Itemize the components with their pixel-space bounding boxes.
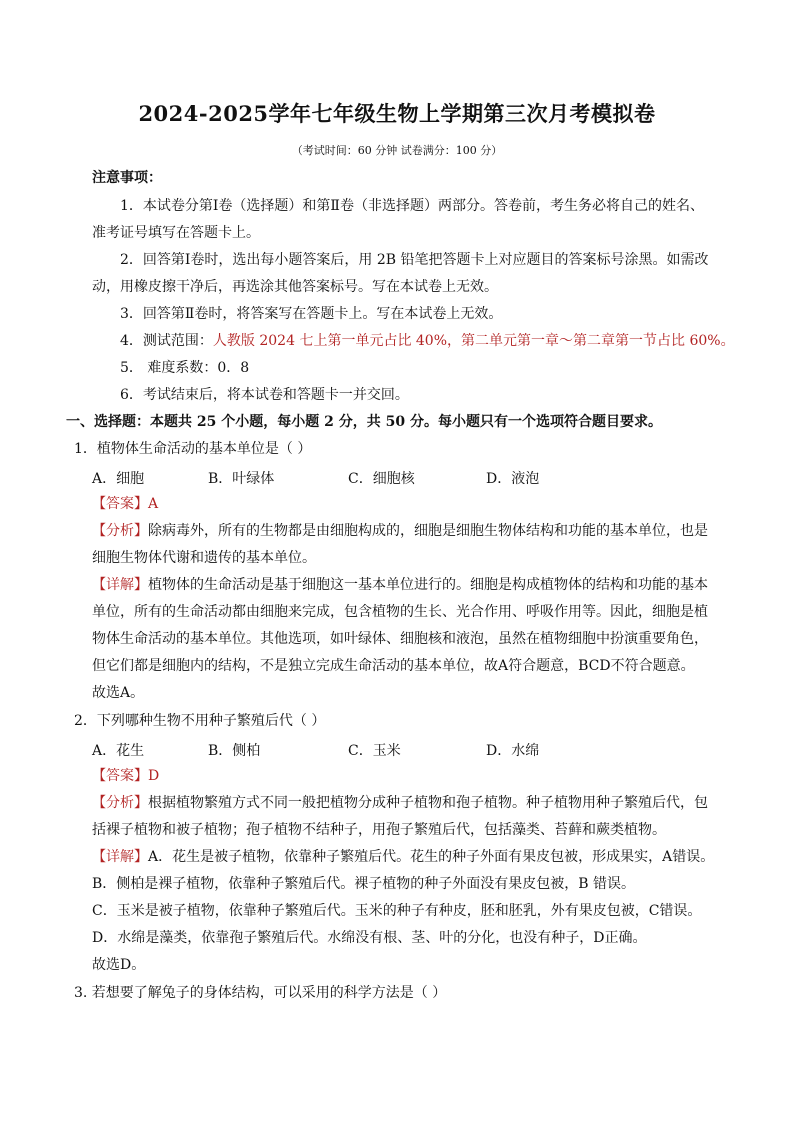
analysis-text: 除病毒外，所有的生物都是由细胞构成的，细胞是细胞生物体结构和功能的基本单位，也是 (148, 523, 708, 539)
q1-detail-2: 单位，所有的生命活动都由细胞来完成，包含植物的生长、光合作用、呼吸作用等。因此，细胞是植 (92, 604, 708, 620)
analysis-tag: 【分析】 (92, 523, 148, 539)
q2-option-c: C．玉米 (348, 743, 401, 759)
q1-analysis-1 (92, 522, 732, 541)
section-heading: 一、选择题：本题共 25 个小题，每小题 2 分，共 50 分。每小题只有一个选项符合题目要求。 (66, 414, 662, 430)
notes-heading: 注意事项： (92, 170, 162, 186)
q1-option-d: D．液泡 (486, 471, 540, 487)
q1-option-c: C．细胞核 (348, 471, 415, 487)
note-4-range: 人教版 2024 七上第一单元占比 40%，第二单元第一章～第二章第一节占比 60%。 (212, 333, 735, 349)
q2-analysis-2: 括裸子植物和被子植物；孢子植物不结种子，用孢子繁殖后代，包括藻类、苔藓和蕨类植物。 (92, 822, 666, 838)
q2-detail-2: B．侧柏是裸子植物，依靠种子繁殖后代。裸子植物的种子外面没有果皮包被，B 错误。 (92, 876, 636, 892)
answer-value: D (148, 768, 160, 784)
note-4-prefix: 4．测试范围： (120, 333, 213, 349)
q1-stem: 1．植物体生命活动的基本单位是（ ） (74, 441, 312, 457)
answer-tag: 【答案】 (92, 496, 148, 512)
note-1b: 准考证号填写在答题卡上。 (92, 225, 260, 241)
q1-option-b: B．叶绿体 (208, 471, 275, 487)
note-1a: 1．本试卷分第Ⅰ卷（选择题）和第Ⅱ卷（非选择题）两部分。答卷前，考生务必将自己的姓名、 (120, 198, 704, 214)
q2-detail-3: C．玉米是被子植物，依靠种子繁殖后代。玉米的种子有种皮，胚和胚乳，外有果皮包被，C错误。 (92, 903, 702, 919)
answer-tag: 【答案】 (92, 768, 148, 784)
q1-answer (92, 495, 732, 514)
note-6: 6．考试结束后，将本试卷和答题卡一并交回。 (120, 387, 409, 403)
q2-detail-1 (92, 848, 732, 867)
q2-answer (92, 767, 732, 786)
q2-conclusion: 故选D。 (92, 957, 146, 973)
note-2b: 动，用橡皮擦干净后，再选涂其他答案标号。写在本试卷上无效。 (92, 279, 498, 295)
note-4 (120, 332, 760, 351)
q1-detail-3: 物体生命活动的基本单位。其他选项，如叶绿体、细胞核和液泡，虽然在植物细胞中扮演重要角色， (92, 631, 708, 647)
q2-stem: 2．下列哪种生物不用种子繁殖后代（ ） (74, 713, 326, 729)
answer-value: A (148, 496, 159, 512)
q2-option-d: D．水绵 (486, 743, 540, 759)
detail-text: A．花生是被子植物，依靠种子繁殖后代。花生的种子外面有果皮包被，形成果实，A错误。 (148, 849, 715, 865)
q2-option-b: B．侧柏 (208, 743, 261, 759)
note-5: 5． 难度系数：0．8 (120, 360, 250, 376)
q1-option-a: A．细胞 (92, 471, 145, 487)
detail-tag: 【详解】 (92, 849, 148, 865)
q2-detail-4: D．水绵是藻类，依靠孢子繁殖后代。水绵没有根、茎、叶的分化，也没有种子，D正确。 (92, 930, 647, 946)
detail-text: 植物体的生命活动是基于细胞这一基本单位进行的。细胞是构成植物体的结构和功能的基本 (148, 577, 708, 593)
q2-option-a: A．花生 (92, 743, 145, 759)
analysis-tag: 【分析】 (92, 795, 148, 811)
q1-analysis-2: 细胞生物体代谢和遗传的基本单位。 (92, 550, 316, 566)
detail-tag: 【详解】 (92, 577, 148, 593)
q1-detail-1 (92, 576, 732, 595)
note-3: 3．回答第Ⅱ卷时，将答案写在答题卡上。写在本试卷上无效。 (120, 306, 503, 322)
note-2a: 2．回答第Ⅰ卷时，选出每小题答案后，用 2B 铅笔把答题卡上对应题目的答案标号涂黑。如需改 (120, 252, 709, 268)
q1-detail-4: 但它们都是细胞内的结构，不是独立完成生命活动的基本单位，故A符合题意，BCD不符合题意。 (92, 658, 695, 674)
analysis-text: 根据植物繁殖方式不同一般把植物分成种子植物和孢子植物。种子植物用种子繁殖后代，包 (148, 795, 708, 811)
q2-analysis-1 (92, 794, 732, 813)
q1-conclusion: 故选A。 (92, 685, 145, 701)
exam-title: 2024-2025学年七年级生物上学期第三次月考模拟卷 (138, 101, 656, 126)
q3-stem: 3. 若想要了解兔子的身体结构，可以采用的科学方法是（ ） (74, 985, 447, 1001)
exam-subtitle: （考试时间：60 分钟 试卷满分：100 分） (291, 144, 503, 157)
